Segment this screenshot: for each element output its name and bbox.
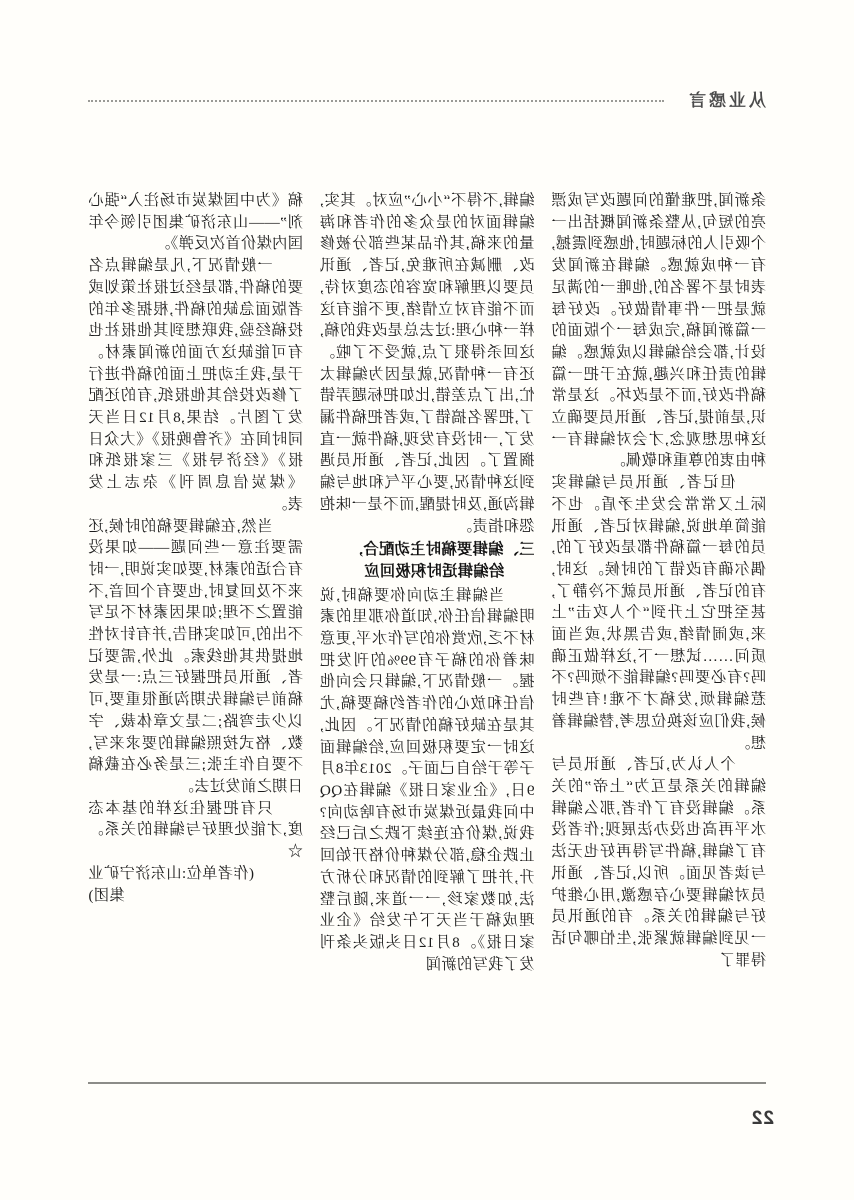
text-column-1 bbox=[551, 190, 766, 1080]
page-number: 22 bbox=[750, 1108, 774, 1129]
paragraph: 稿《为中国煤炭市场注入“强心剂”——山东济矿集团引领今年国内煤价首次反弹》。 bbox=[88, 192, 303, 253]
paragraph: 当编辑主动向你要稿时,说明编辑信任你,知道你那里的素材不乏,欣赏你的写作水平,更意味着你的稿子有99%的刊发把握。一般情况下,编辑只会向他信任和放心的作者约稿要稿,尤其是在缺好稿的情况下。因此,这时一定要积极回应,给编辑面子等于给自己面子。2013年8月9日,《企业家日报》编辑在QQ中问我最近煤炭市场有啥动向?我说,煤价在连续下跌之后已经止跌企稳,部分煤种价格开始回升,并把了解到的情况和分析方法,如数家珍,一一道来,随后整理成稿于当天下午发给《企业家日报》。8月12日头版头条刊发了我写的新闻 bbox=[319, 586, 535, 973]
paragraph: 但记者、通讯员与编辑实际上又常常会发生矛盾。也不能简单地说,编辑对记者、通讯员的每一篇稿件都是改好了的,偶尔确有改错了的时候。这时,有的记者、通讯员就不冷静了,甚至把它上升到“个人攻击”上来,或闹情绪,或告黑状,或当面质问……试想一下,这样做正确吗?有必要吗?编辑能不烦吗?不惹编辑烦,发稿才不难!有些时候,我们应该换位思考,替编辑着想。 bbox=[551, 474, 766, 752]
paragraph: 编辑,不得不“小心”应对。其实,编辑面对的是众多的作者和海量的来稿,其作品某些部分被修改、删减在所难免,记者、通讯员要以理解和宽容的态度对待,而不能有对立情绪,更不能有这样一种心理:过去总是改我的稿,这回杀得狠了点,就受不了啦。还有一种情况,就是因为编辑太忙,出了点差错,比如把标题弄错了,把署名搞错了,或者把稿件漏发了,一时没有发现,稿件就一直搁置了。因此,记者、通讯员遇到这种情况,要心平气和地与编辑沟通,及时提醒,而不是一味抱怨和指责。 bbox=[319, 192, 535, 535]
text-column-3 bbox=[88, 190, 303, 1080]
section-subheading-line: 给编辑适时积极回应 bbox=[363, 562, 505, 580]
author-unit-byline bbox=[88, 863, 303, 906]
footer-rule bbox=[88, 1082, 766, 1084]
paragraph: 一般情况下,凡是编辑点名要的稿件,都是经过报社策划或者版面急缺的稿件,根据多年的投稿经验,我联想到其他报社也有可能缺这方面的新闻素材。于是,我主动把上面的稿件进行了修改投给其他报纸,有的还配发了图片。结果,8月12日当天同时间在《齐鲁晚报》《大众日报》《经济导报》三家报纸和《煤炭信息周刊》杂志上发表。 bbox=[88, 257, 303, 513]
article-columns bbox=[88, 190, 766, 1080]
paragraph: 当然,在编辑要稿的时候,还需要注意一些问题——如果没有合适的素材,要如实说明,一时来不及回复时,也要有个回音,不能置之不理;如果因素材不足写不出的,可如实相告,并有针对性地提供其他线索。此外,需要记者、通讯员把握好三点:一是发稿前与编辑先期沟通很重要,可以少走弯路;二是文章体裁、字数、格式按照编辑的要求来写,不要自作主张;三是务必在截稿日期之前发过去。 bbox=[88, 517, 303, 795]
section-subheading bbox=[320, 539, 535, 582]
text-column-2 bbox=[320, 190, 535, 1080]
author-unit-byline-line: (作者单位:山东济宁矿业 bbox=[88, 864, 254, 882]
header-dotted-rule bbox=[88, 100, 664, 102]
section-subheading-line: 三、编辑要稿时主动配合, bbox=[358, 541, 535, 559]
paragraph: 只有把握住这样的基本态度,才能处理好与编辑的关系。☆ bbox=[88, 799, 303, 861]
author-unit-byline-line: 集团) bbox=[88, 886, 125, 904]
paragraph: 条新闻,把难懂的问题改写成漂亮的短句,从整条新闻概括出一个吸引人的标题时,他感到震撼,有一种成就感。编辑在新闻发表时是不署名的,他唯一的满足就是把一件事情做好。改好每一篇新闻稿,完成每一个版面的设计,都会给编辑以成就感。编辑的责任和兴趣,就在于把一篇稿件改好,而不是改坏。这是常识,是前提,记者、通讯员要确立这种思想观念,才会对编辑有一种由衷的尊重和敬佩。 bbox=[551, 192, 766, 470]
paragraph: 个人认为,记者、通讯员与编辑的关系是互为“上帝”的关系。编辑没有了作者,那么编辑水平再高也没办法展现;作者没有了编辑,稿件写得再好也无法与读者见面。所以,记者、通讯员对编辑要心存感激,用心维护好与编辑的关系。有的通讯员一见到编辑就紧张,生怕哪句话得罪了 bbox=[551, 756, 766, 969]
page-header bbox=[88, 86, 766, 111]
section-title: 从业感言 bbox=[686, 91, 766, 110]
